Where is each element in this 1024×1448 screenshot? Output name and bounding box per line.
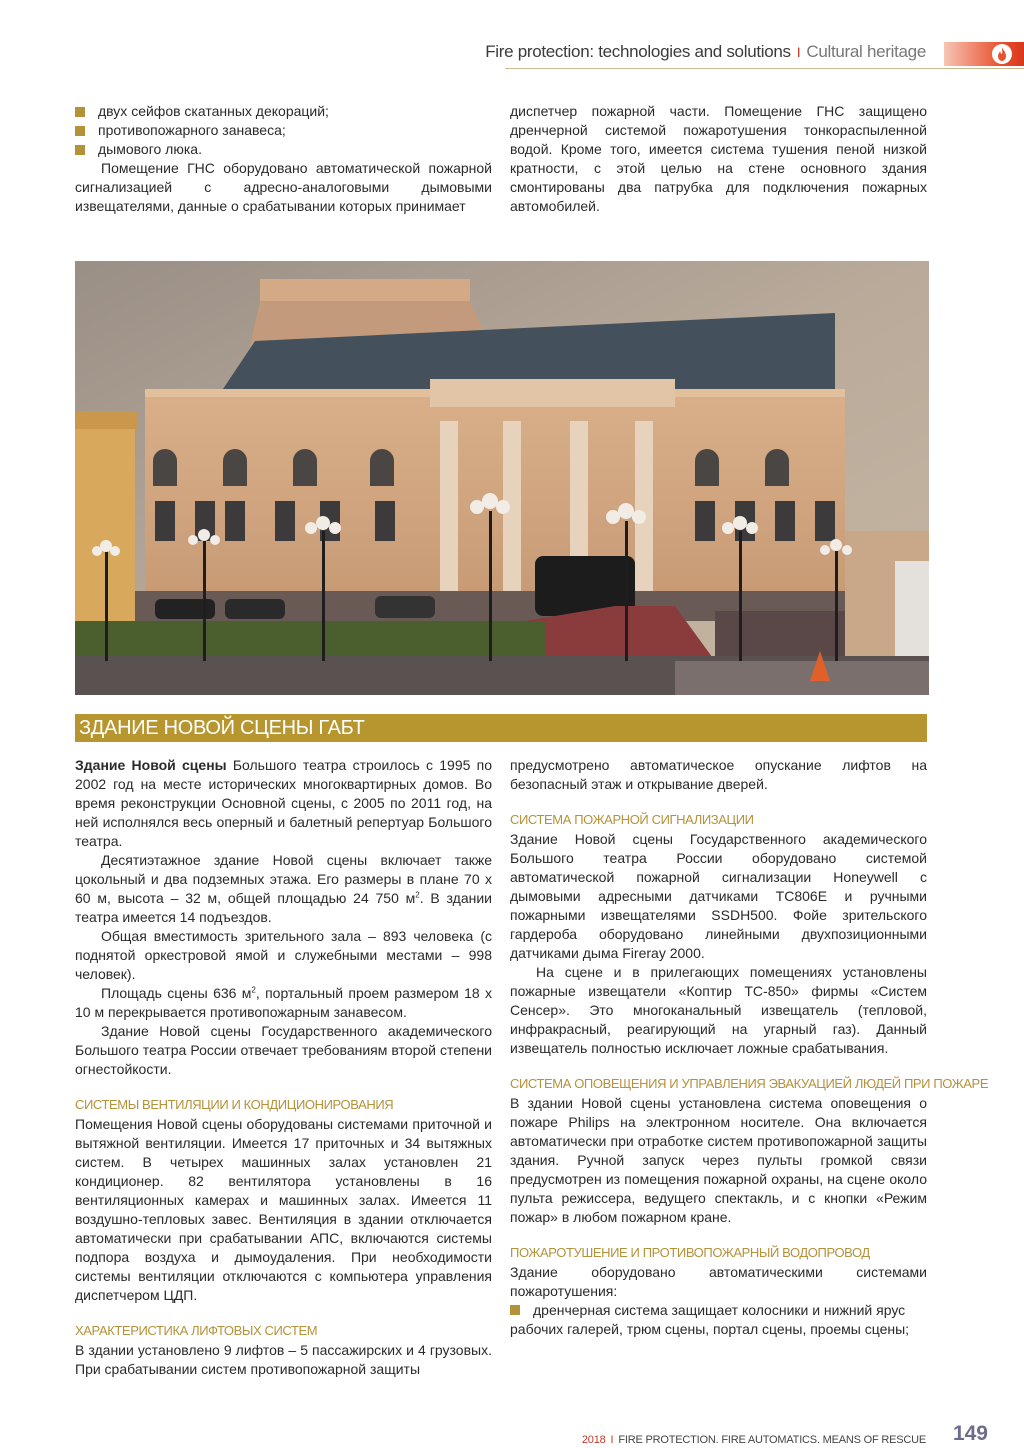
paragraph: предусмотрено автоматическое опускание лифтов на безопасный этаж и открывание дверей. [510, 757, 927, 792]
subheading: СИСТЕМА ОПОВЕЩЕНИЯ И УПРАВЛЕНИЯ ЭВАКУАЦИЕЙ ЛЮДЕЙ ПРИ ПОЖАРЕ [510, 1076, 989, 1091]
header-rule [505, 68, 1024, 69]
page-header [0, 38, 1024, 70]
section-title: ЗДАНИЕ НОВОЙ СЦЕНЫ ГАБТ [79, 717, 365, 739]
running-header [485, 42, 926, 62]
bullet-square-icon [510, 1305, 520, 1315]
bullet-square-icon [75, 107, 85, 117]
subheading: СИСТЕМА ПОЖАРНОЙ СИГНАЛИЗАЦИИ [510, 812, 754, 827]
paragraph: Общая вместимость зрительного зала – 893 человека (с поднятой оркестровой ямой и служебными местами – 998 человек). [75, 928, 492, 982]
paragraph: В здании Новой сцены установлена система оповещения о пожаре Philips на электронном носителе. Она включается автоматически при отработке систем противопожарной защиты здания. Ручной запуск через пульты громкой связи предусмотрен из помещения пожарной охраны, на сцене около пульта режиссера, ведущего спектакль, и с кнопки «Режим пожар» в любом пожарном кране. [510, 1095, 927, 1225]
paragraph: В здании установлено 9 лифтов – 5 пассажирских и 4 грузовых. При срабатывании систем противопожарной защиты [75, 1342, 492, 1377]
subheading: ПОЖАРОТУШЕНИЕ И ПРОТИВОПОЖАРНЫЙ ВОДОПРОВОД [510, 1245, 870, 1260]
flame-icon [992, 44, 1012, 64]
subheading: ХАРАКТЕРИСТИКА ЛИФТОВЫХ СИСТЕМ [75, 1323, 318, 1338]
list-item: противопожарного занавеса; [75, 121, 492, 140]
list-item: дымового люка. [75, 140, 492, 159]
paragraph: Помещение ГНС оборудовано автоматической пожарной сигнализацией с адресно-аналоговыми дымовыми извещателями, данные о срабатывании которых принимает [75, 160, 492, 214]
right-column [510, 756, 989, 1339]
section-category: Cultural heritage [806, 42, 926, 61]
header-tab [944, 42, 1024, 66]
footer-separator: I [610, 1434, 614, 1446]
paragraph: диспетчер пожарной части. Помещение ГНС защищено дренчерной системой пожаротушения тонкораспыленной водой. Кроме того, имеется система тушения пеной низкой кратности, с этой целью на стене основного здания смонтированы два патрубка для подключения пожарных автомобилей. [510, 103, 927, 214]
paragraph: Здание оборудовано автоматическими системами пожаротушения: [510, 1264, 927, 1299]
running-footer [582, 1434, 926, 1446]
journal-title: Fire protection: technologies and solutions [485, 42, 791, 61]
bullet-square-icon [75, 126, 85, 136]
section-banner [75, 714, 927, 742]
list-item: дренчерная система защищает колосники и нижний ярус рабочих галерей, трюм сцены, портал сцены, проемы сцены; [510, 1302, 910, 1337]
page-number: 149 [952, 1422, 988, 1445]
paragraph: Здание Новой сцены Государственного академического Большого театра России оборудовано системой автоматической пожарной сигнализации Honeywell с дымовыми адресными датчиками ТС806Е и ручными пожарными извещателями SSDH500. Фойе зрительского гардероба оборудовано линейными двухпозиционными датчиками дыма Fireray 2000. [510, 831, 927, 961]
top-right-column [510, 102, 927, 216]
list-item: двух сейфов скатанных декораций; [75, 102, 492, 121]
footer-journal: FIRE PROTECTION. FIRE AUTOMATICS. MEANS OF RESCUE [618, 1434, 926, 1446]
top-left-column [75, 102, 492, 216]
paragraph: Здание Новой сцены Большого театра строилось с 1995 по 2002 год на месте исторических многоквартирных домов. Во время реконструкции Основной сцены, с 2005 по 2011 год, на ней исполнялся весь оперный и балетный репертуар Большого театра. [75, 757, 493, 849]
footer-year: 2018 [581, 1434, 606, 1446]
bullet-square-icon [75, 145, 85, 155]
subheading: СИСТЕМЫ ВЕНТИЛЯЦИИ И КОНДИЦИОНИРОВАНИЯ [75, 1097, 394, 1112]
paragraph: На сцене и в прилегающих помещениях установлены пожарные извещатели «Коптир ТС-850» фирмы «Систем Сенсер». Это многоканальный извещатель (тепловой, инфракрасный, реагирующий на угарный газ). Данный извещатель полностью исключает ложные срабатывания. [510, 964, 927, 1056]
left-column [75, 756, 492, 1379]
paragraph: Десятиэтажное здание Новой сцены включает также цокольный и два подземных этажа. Его размеры в плане 70 х 60 м, высота – 32 м, общей площадью 24 750 $м^2$. В здании театра имеется 14 подъездов. [75, 852, 492, 925]
paragraph: Помещения Новой сцены оборудованы системами приточной и вытяжной вентиляции. Имеется 17 приточных и 34 вытяжных систем. В четырех машинных залах установлен 21 кондиционер. 82 вентилятора установлены в 16 вентиляционных камерах и машинных залах. Имеется 11 воздушно-тепловых завес. Вентиляция в здании отключается автоматически при срабатывании АПС, включаются системы подпора воздуха и дымоудаления. При необходимости системы вентиляции отключаются с компьютера управления диспетчером ЦДП. [75, 1116, 492, 1303]
building-photo [75, 261, 929, 695]
header-separator: I [796, 44, 801, 60]
paragraph: Площадь сцены 636 $м^2$, портальный проем размером 18 х 10 м перекрывается противопожарным занавесом. [75, 985, 492, 1020]
lead-bold: Здание Новой сцены [75, 757, 227, 773]
paragraph: Здание Новой сцены Государственного академического Большого театра России отвечает требованиям второй степени огнестойкости. [75, 1023, 492, 1077]
